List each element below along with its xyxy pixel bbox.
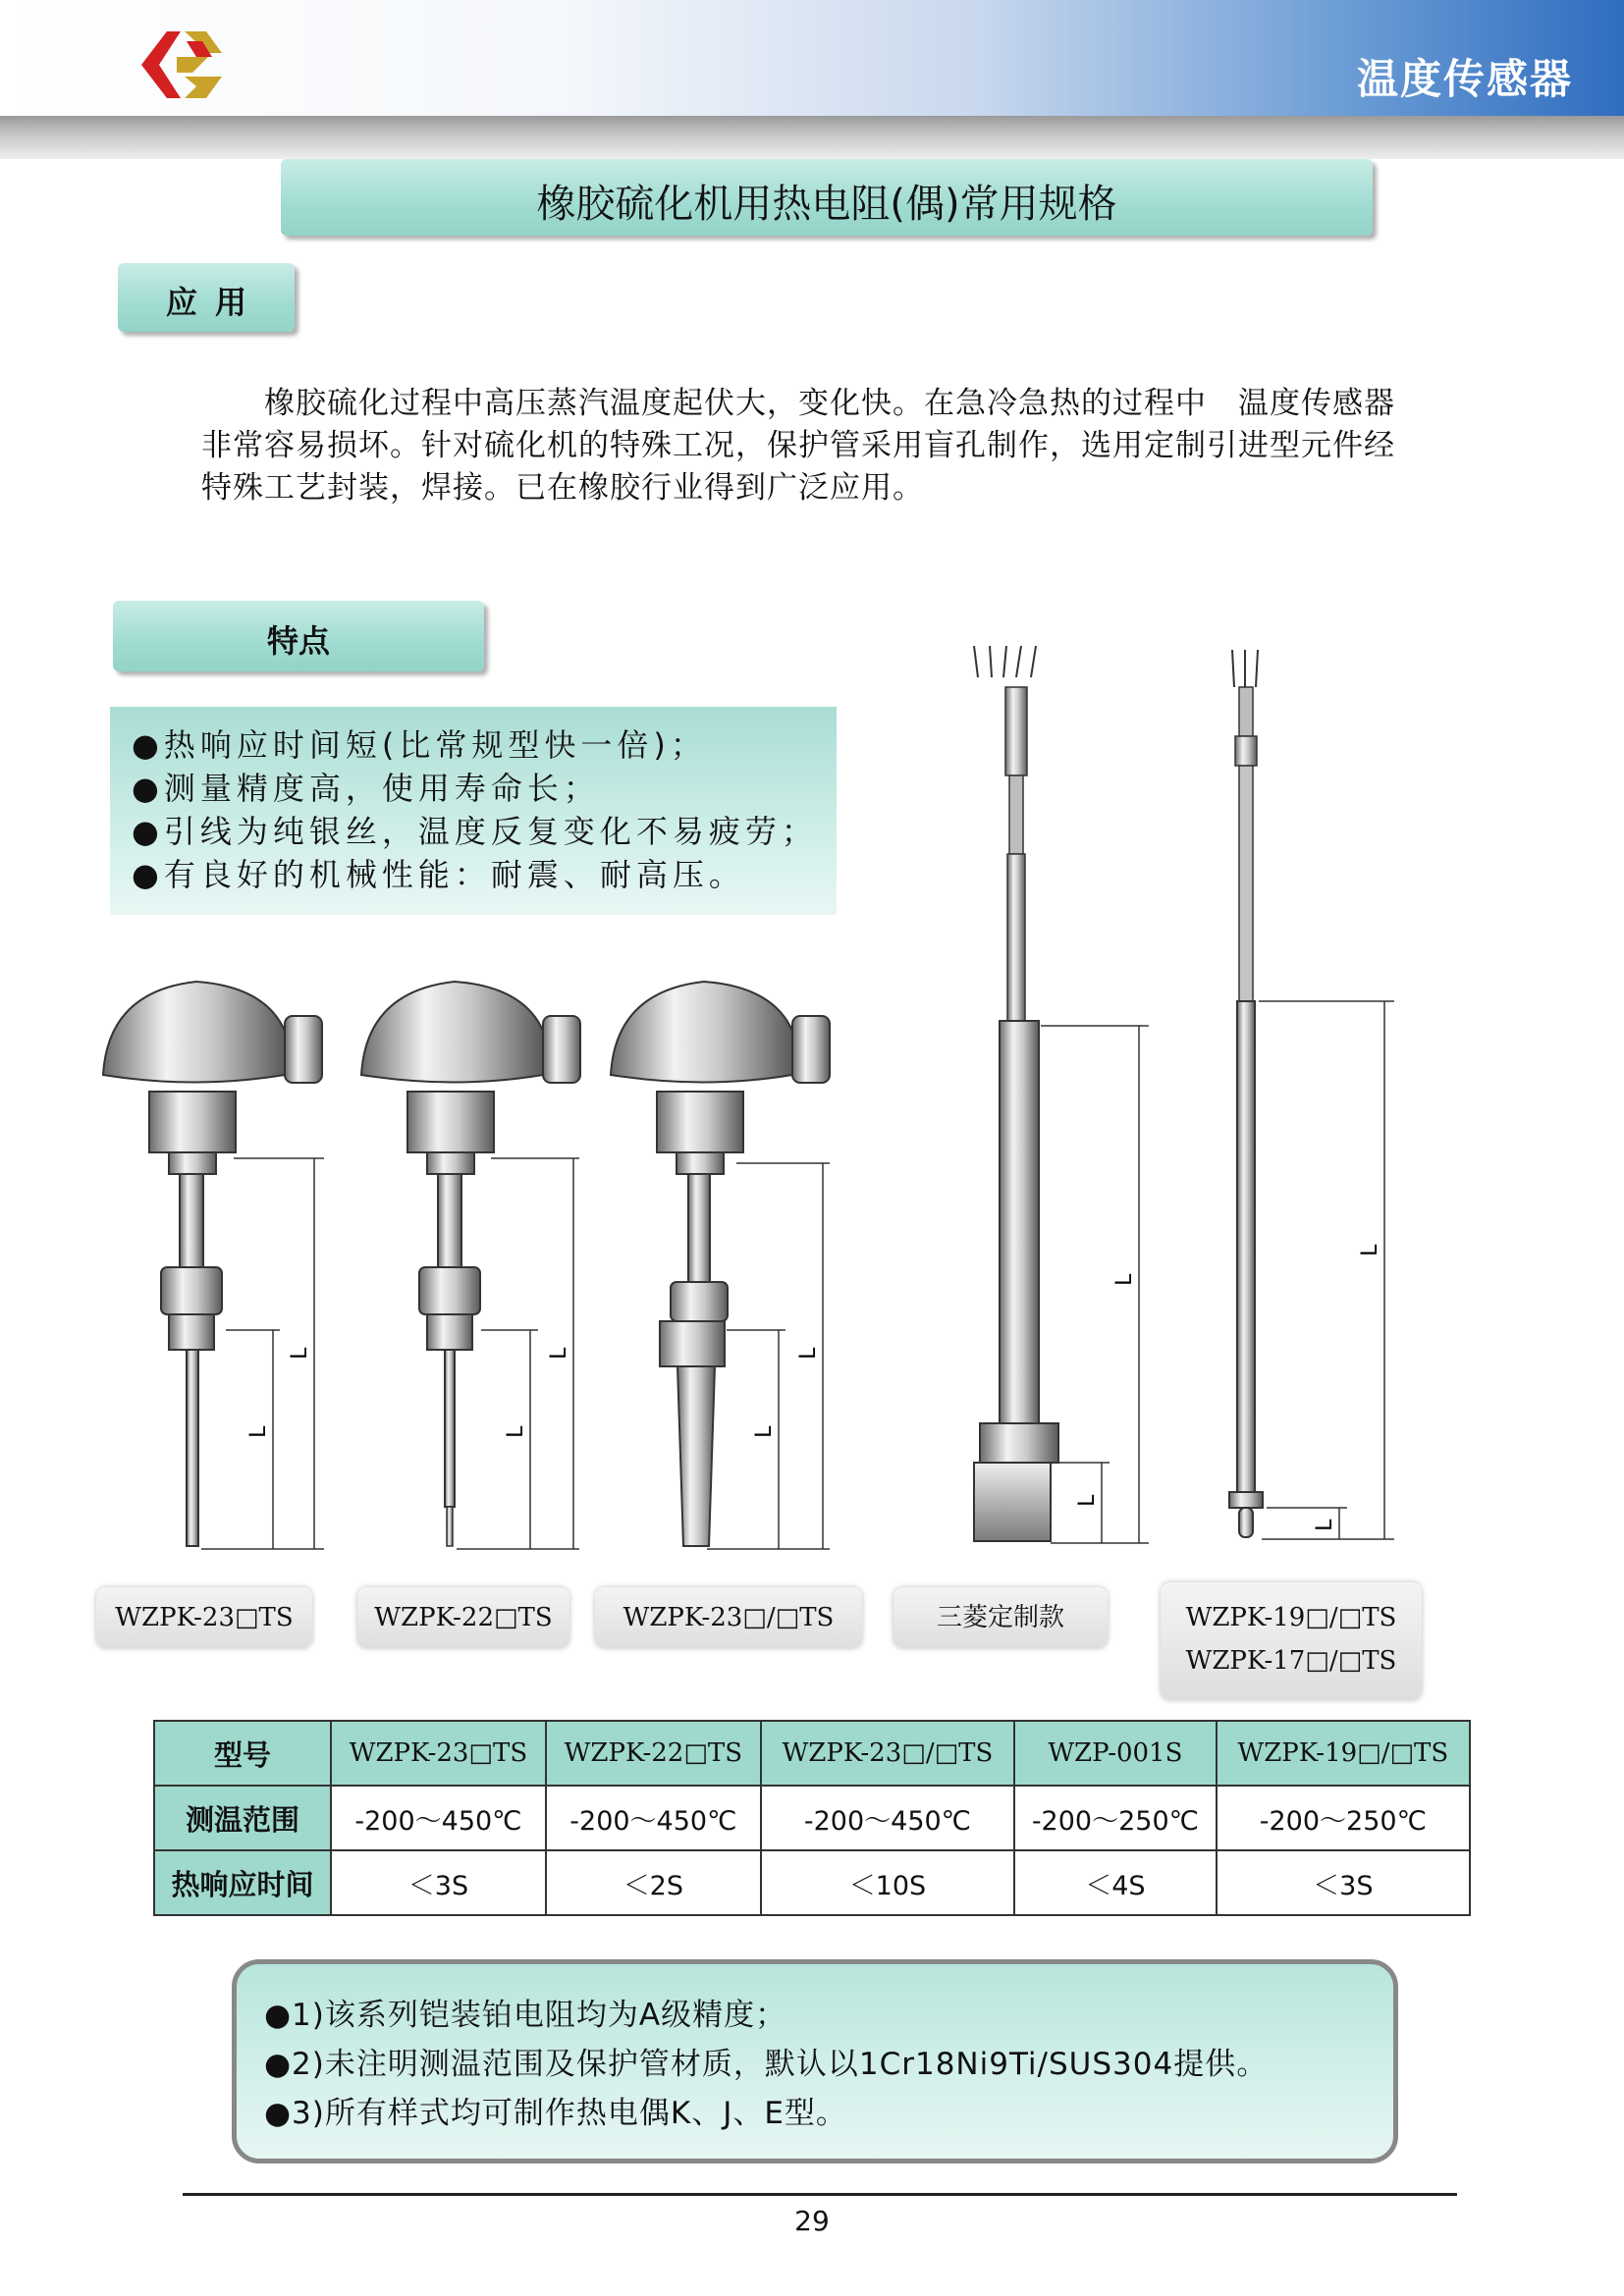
spec-table [153,1720,1471,1916]
table-cell: ＜4S [1014,1850,1217,1915]
feature-item: ●热响应时间短(比常规型快一倍)； [132,726,707,764]
page-title: 橡胶硫化机用热电阻(偶)常用规格 [536,182,1117,227]
application-label: 应用 [165,284,264,321]
table-cell: -200～450℃ [331,1786,546,1850]
dimension-label: L [1075,1493,1100,1507]
table-header-cell: WZPK-19□/□TS [1217,1721,1470,1786]
table-header-cell: WZPK-22□TS [546,1721,761,1786]
application-line: 橡胶硫化过程中高压蒸汽温度起伏大，变化快。在急冷急热的过程中 温度传感器 [264,386,1395,421]
sensor-drawing-1 [103,982,324,1549]
model-label-text: 三菱定制款 [936,1603,1064,1632]
table-cell: -200～250℃ [1217,1786,1470,1850]
model-label-text: WZPK-22□TS [374,1603,553,1632]
model-label-text: WZPK-17□/□TS [1185,1646,1397,1676]
table-cell: -200～450℃ [761,1786,1014,1850]
dimension-label: L [1112,1272,1137,1286]
table-header-cell: WZPK-23□TS [331,1721,546,1786]
company-logo [137,27,226,102]
features-label: 特点 [266,622,330,660]
dimension-label: L [288,1346,312,1360]
dimension-label: L [796,1346,821,1360]
feature-item: ●有良好的机械性能：耐震、耐高压。 [132,856,745,893]
dimension-label: L [547,1346,571,1360]
model-label [1161,1582,1422,1700]
note-item: ●3)所有样式均可制作热电偶K、J、E型。 [264,2096,847,2131]
main-title-box [281,159,1373,236]
note-item: ●2)未注明测温范围及保护管材质，默认以1Cr18Ni9Ti/SUS304提供。 [264,2047,1269,2082]
table-cell: ＜10S [761,1850,1014,1915]
model-label-text: WZPK-19□/□TS [1185,1603,1397,1632]
table-row [154,1850,1470,1915]
table-row-label: 测温范围 [154,1786,331,1850]
application-line: 非常容易损坏。针对硫化机的特殊工况，保护管采用盲孔制作，选用定制引进型元件经 [201,428,1395,463]
sensor-drawing-3 [611,982,830,1549]
model-label [893,1587,1108,1648]
table-row-label: 热响应时间 [154,1850,331,1915]
model-label [96,1587,312,1648]
feature-item: ●引线为纯银丝，温度反复变化不易疲劳； [132,813,818,850]
sensor-drawings [93,638,1429,1561]
table-cell: -200～250℃ [1014,1786,1217,1850]
dimension-label: L [504,1424,528,1438]
table-header-cell: 型号 [154,1721,331,1786]
sensor-drawing-5 [1229,650,1394,1539]
application-text [201,383,1453,509]
model-label [595,1587,862,1648]
table-row [154,1786,1470,1850]
application-label-box [118,263,295,332]
model-label-text: WZPK-23□/□TS [623,1603,835,1632]
table-header-row [154,1721,1470,1786]
notes-box [232,1959,1398,2163]
dimension-label: L [1313,1518,1337,1531]
page-number: 29 [794,2205,830,2237]
note-item: ●1)该系列铠装铂电阻均为A级精度； [264,1998,787,2033]
table-cell: ＜3S [331,1850,546,1915]
table-header-cell: WZPK-23□/□TS [761,1721,1014,1786]
table-header-cell: WZP-001S [1014,1721,1217,1786]
dimension-label: L [1358,1243,1382,1256]
table-cell: -200～450℃ [546,1786,761,1850]
table-cell: ＜2S [546,1850,761,1915]
application-line: 特殊工艺封装，焊接。已在橡胶行业得到广泛应用。 [201,470,924,506]
footer-divider [183,2193,1457,2196]
model-label [357,1587,569,1648]
dimension-label: L [246,1424,271,1438]
model-label-text: WZPK-23□TS [115,1603,294,1632]
dimension-label: L [752,1424,777,1438]
header-shadow-band [0,116,1624,159]
sensor-drawing-4 [974,646,1149,1543]
feature-item: ●测量精度高，使用寿命长； [132,770,600,807]
sensor-drawing-2 [361,982,580,1549]
table-cell: ＜3S [1217,1850,1470,1915]
header-title: 温度传感器 [1356,55,1573,103]
